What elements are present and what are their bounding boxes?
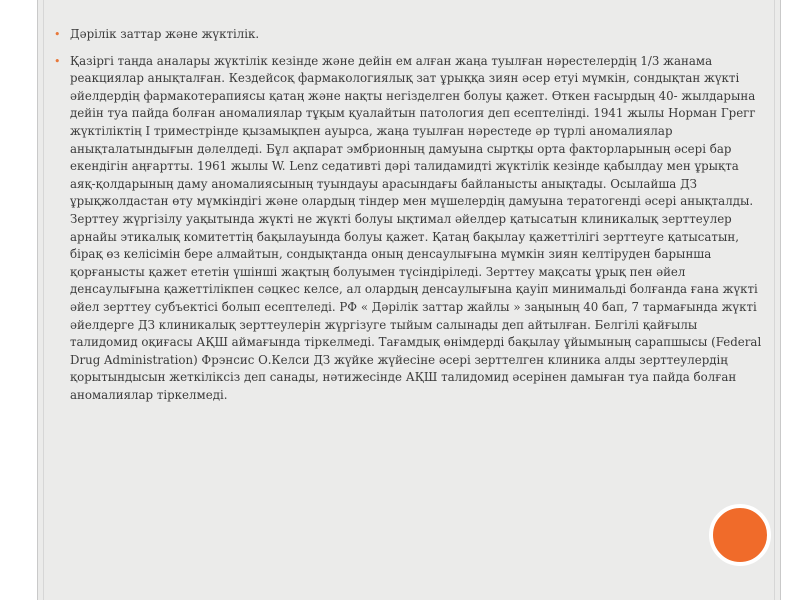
slide-body bbox=[52, 26, 764, 404]
bullet-item-title bbox=[52, 26, 764, 44]
bullet-icon: • bbox=[54, 28, 61, 41]
bullet-item-body bbox=[52, 53, 764, 405]
bullet-text: Дәрілік заттар және жүктілік. bbox=[70, 27, 260, 41]
orange-circle-decoration bbox=[709, 504, 771, 566]
bullet-icon: • bbox=[54, 54, 61, 68]
bullet-text: Қазіргі таңда аналары жүктілік кезінде және дейін ем алған жаңа туылған нәрестелердің 1/3 жанама реакциялар анықталған. Кездейсоқ фармакологиялық зат ұрыққа зиян әсер етуі мүмкін, сондықтан жүкті әйелдердің фармакотерапиясы қатаң және нақты негізделген болуы қажет. Өткен ғасырдың 40- жылдарына дейін туа пайда болған аномалиялар тұқым қуалайтын патология деп есептелінді. 1941 жылы Норман Грегг жүктіліктің I триместрінде қызамықпен ауырса, жаңа туылған нәрестеде әр түрлі аномалиялар анықталатындығын дәлелдеді. Бұл ақпарат эмбрионның дамуына сыртқы орта факторларының әсері бар екендігін аңғартты. 1961 жылы W. Lenz седативті дәрі талидамидті жүктілік кезінде қабылдау мен ұрықта аяқ-қолдарының даму аномалиясының туындауы арасындағы байланысты анықтады. Осылайша ДЗ ұрықжолдастан өту мүмкіндігі және олардың тіндер мен мүшелердің дамуына тератогенді әсері анықталды. Зерттеу жүргізілу уақытында жүкті не жүкті болуы ықтимал әйелдер қатысатын клиникалық зерттеулер арнайы этикалық комитеттің бақылауында болуы қажет. Қатаң бақылау қажеттілігі зерттеуге қатысатын, бірақ өз келісімін бере алмайтын, сондықтанда оның денсаулығына мүмкін зиян келтіруден барынша қорғанысты қажет ететін үшінші жақтың болуымен түсіндіріледі. Зерттеу мақсаты ұрық пен әйел денсаулығына қажеттілікпен сәцкес келсе, ал олардың денсаулығына қауіп минимальді болғанда ғана жүкті әйел зерттеу субъектісі болып есептеледі. РФ « Дәрілік заттар жайлы » заңының 40 бап, 7 тармағында жүкті әйелдерге ДЗ клиникалық зерттеулерін жүргізуге тыйым салынады деп айтылған. Белгілі қайғылы талидомид оқиғасы АҚШ аймағында тіркелмеді. Тағамдық өнімдерді бақылау ұйымының сарапшысы (Federal Drug Administration) Фрэнсис О.Келси ДЗ жүйке жүйесіне әсері зерттелген клиника алды зерттеулердің қорытындысын жеткіліксіз деп санады, нәтижесінде АҚШ талидомид әсерінен дамыған туа пайда болған аномалиялар тіркелмеді. bbox=[70, 53, 762, 402]
